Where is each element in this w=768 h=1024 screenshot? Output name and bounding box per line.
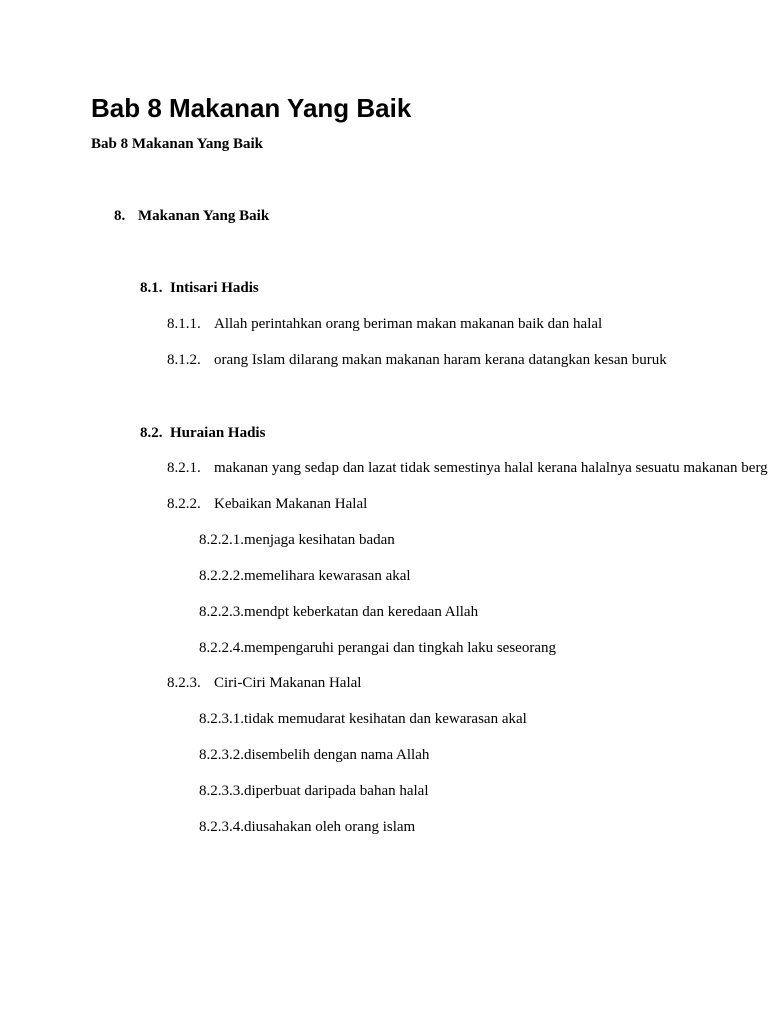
sub-list-item: 8.2.3.1.tidak memudarat kesihatan dan kewarasan akal <box>199 711 527 727</box>
subsection-heading <box>140 424 265 442</box>
list-item-text: Kebaikan Makanan Halal <box>214 496 368 512</box>
section-heading <box>114 207 269 225</box>
sub-list-item: 8.2.2.4.mempengaruhi perangai dan tingkah laku seseorang <box>199 640 556 656</box>
sub-list-item: 8.2.2.2.memelihara kewarasan akal <box>199 568 411 584</box>
sub-list-item: 8.2.3.2.disembelih dengan nama Allah <box>199 747 430 763</box>
list-item-number: 8.1.2. <box>167 352 201 368</box>
subsection-label: Intisari Hadis <box>170 280 259 296</box>
list-item <box>167 351 667 369</box>
list-item-text: makanan yang sedap dan lazat tidak semestinya halal kerana halalnya sesuatu makanan berg <box>214 460 768 476</box>
sub-list-item: 8.2.2.3.mendpt keberkatan dan keredaan Allah <box>199 604 479 620</box>
list-item <box>167 459 768 477</box>
list-item <box>167 495 367 513</box>
list-item-number: 8.2.2. <box>167 496 201 512</box>
list-item-number: 8.2.1. <box>167 460 201 476</box>
sub-list-item: 8.2.3.3.diperbuat daripada bahan halal <box>199 783 429 799</box>
list-item <box>167 674 361 692</box>
list-item <box>167 315 602 333</box>
subsection-number: 8.1. <box>140 280 163 296</box>
subsection-heading <box>140 279 259 297</box>
list-item-number: 8.2.3. <box>167 675 201 691</box>
list-item-text: Ciri-Ciri Makanan Halal <box>214 675 362 691</box>
list-item-text: orang Islam dilarang makan makanan haram kerana datangkan kesan buruk <box>214 352 667 368</box>
document-title: Bab 8 Makanan Yang Baik <box>91 93 412 123</box>
list-item-text: Allah perintahkan orang beriman makan makanan baik dan halal <box>214 316 603 332</box>
subsection-number: 8.2. <box>140 425 163 441</box>
document-subtitle: Bab 8 Makanan Yang Baik <box>91 136 264 152</box>
sub-list-item: 8.2.2.1.menjaga kesihatan badan <box>199 532 395 548</box>
section-number: 8. <box>114 208 126 224</box>
sub-list-item: 8.2.3.4.diusahakan oleh orang islam <box>199 819 416 835</box>
list-item-number: 8.1.1. <box>167 316 201 332</box>
subsection-label: Huraian Hadis <box>170 425 266 441</box>
section-label: Makanan Yang Baik <box>138 208 270 224</box>
